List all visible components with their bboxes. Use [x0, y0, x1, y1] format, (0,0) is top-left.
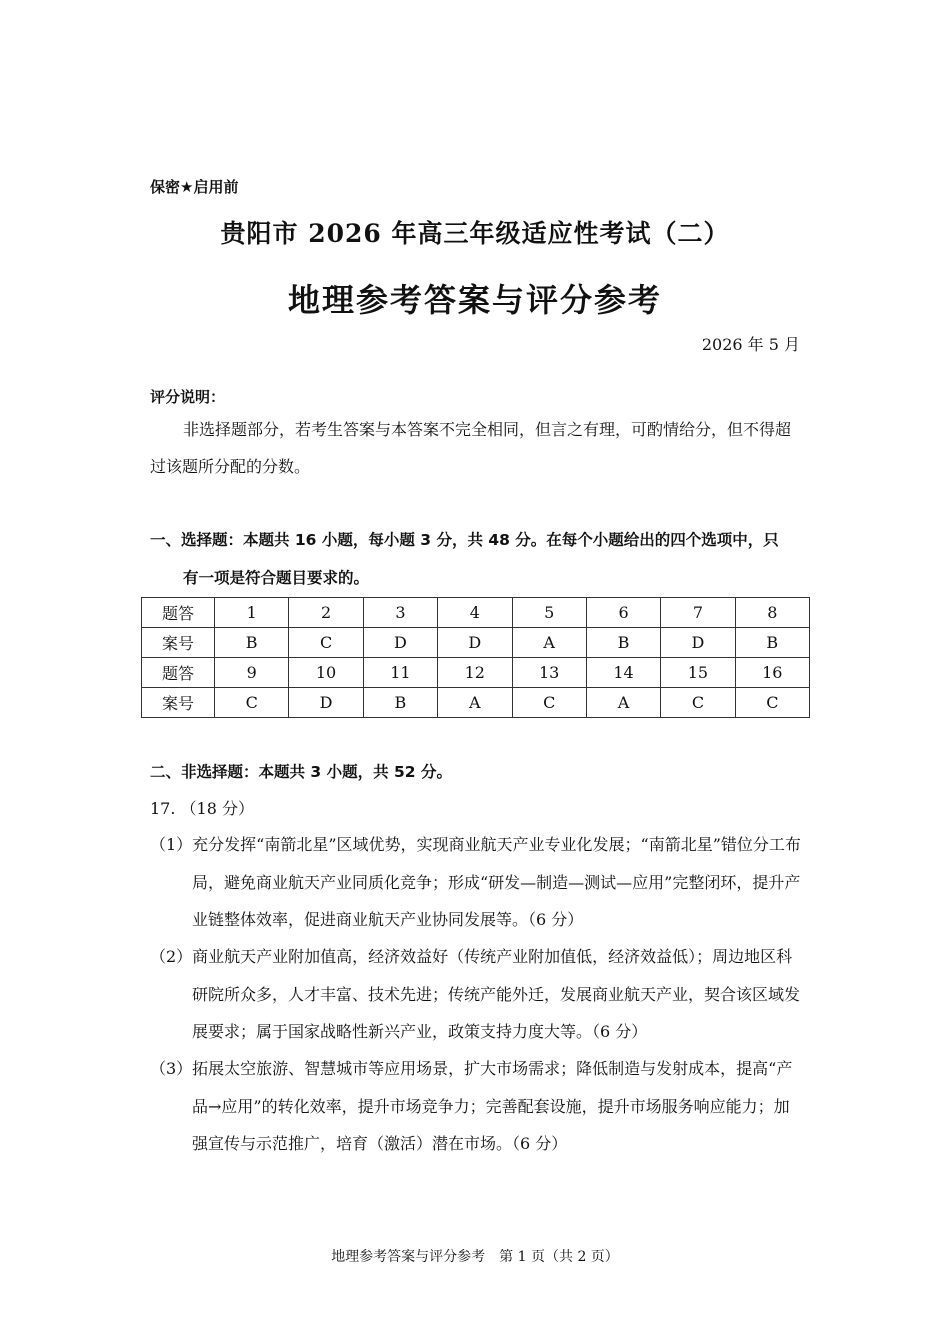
table-cell: D [438, 628, 512, 658]
table-cell: 11 [363, 658, 437, 688]
table-cell: 1 [215, 598, 289, 628]
table-cell: D [363, 628, 437, 658]
section2-heading: 二、非选择题：本题共 3 小题，共 52 分。 [150, 763, 452, 781]
question-17-label: 17. （18 分） [150, 799, 254, 818]
table-cell: D [661, 628, 735, 658]
document-date: 2026 年 5 月 [701, 335, 800, 354]
table-cell: 12 [438, 658, 512, 688]
table-cell: 4 [438, 598, 512, 628]
table-cell: 5 [512, 598, 586, 628]
answer-item-3: （3）拓展太空旅游、智慧城市等应用场景，扩大市场需求；降低制造与发射成本，提高“产品→应用”的转化效率，提升市场竞争力；完善配套设施，提升市场服务响应能力；加强宣传与示范推广，培育（激活）潜在市场。（6 分） [150, 1059, 793, 1153]
table-cell: 3 [363, 598, 437, 628]
table-cell: C [735, 688, 809, 718]
table-cell: 2 [289, 598, 363, 628]
table-cell: 案号 [142, 628, 215, 658]
table-cell: B [215, 628, 289, 658]
table-row [142, 628, 810, 658]
page-footer: 地理参考答案与评分参考 第 1 页（共 2 页） [331, 1249, 619, 1265]
table-cell: 13 [512, 658, 586, 688]
table-cell: B [363, 688, 437, 718]
table-row [142, 658, 810, 688]
table-cell: 题答 [142, 598, 215, 628]
table-cell: 10 [289, 658, 363, 688]
document-title: 地理参考答案与评分参考 [287, 281, 662, 319]
table-row [142, 598, 810, 628]
exam-title: 贵阳市 2026 年高三年级适应性考试（二） [220, 219, 730, 248]
answer-item-2: （2）商业航天产业附加值高，经济效益好（传统产业附加值低，经济效益低）；周边地区科研院所众多，人才丰富、技术先进；传统产能外迁，发展商业航天产业，契合该区域发展要求；属于国家战略性新兴产业，政策支持力度大等。（6 分） [150, 947, 801, 1041]
table-cell: B [735, 628, 809, 658]
section1-heading-cont: 有一项是符合题目要求的。 [183, 569, 370, 587]
table-cell: C [215, 688, 289, 718]
scoring-notes-text: 非选择题部分，若考生答案与本答案不完全相同，但言之有理，可酌情给分，但不得超过该题所分配的分数。 [150, 420, 792, 476]
table-cell: B [586, 628, 660, 658]
section1-heading: 一、选择题：本题共 16 小题，每小题 3 分，共 48 分。在每个小题给出的四个选项中，只 [150, 531, 779, 549]
table-cell: A [438, 688, 512, 718]
table-cell: 案号 [142, 688, 215, 718]
confidential-label: 保密★启用前 [150, 178, 239, 196]
table-cell: C [512, 688, 586, 718]
table-cell: C [289, 628, 363, 658]
table-cell: D [289, 688, 363, 718]
table-cell: 6 [586, 598, 660, 628]
answer-table [141, 597, 810, 718]
table-cell: 题答 [142, 658, 215, 688]
table-cell: C [661, 688, 735, 718]
table-cell: A [586, 688, 660, 718]
answer-item-1: （1）充分发挥“南箭北星”区域优势，实现商业航天产业专业化发展；“南箭北星”错位分工布局，避免商业航天产业同质化竞争；形成“研发—制造—测试—应用”完整闭环，提升产业链整体效率，促进商业航天产业协同发展等。（6 分） [150, 835, 801, 929]
table-cell: 15 [661, 658, 735, 688]
table-cell: 9 [215, 658, 289, 688]
scoring-notes-heading: 评分说明： [150, 388, 226, 406]
table-cell: A [512, 628, 586, 658]
table-row [142, 688, 810, 718]
table-cell: 7 [661, 598, 735, 628]
table-cell: 8 [735, 598, 809, 628]
table-cell: 14 [586, 658, 660, 688]
table-cell: 16 [735, 658, 809, 688]
